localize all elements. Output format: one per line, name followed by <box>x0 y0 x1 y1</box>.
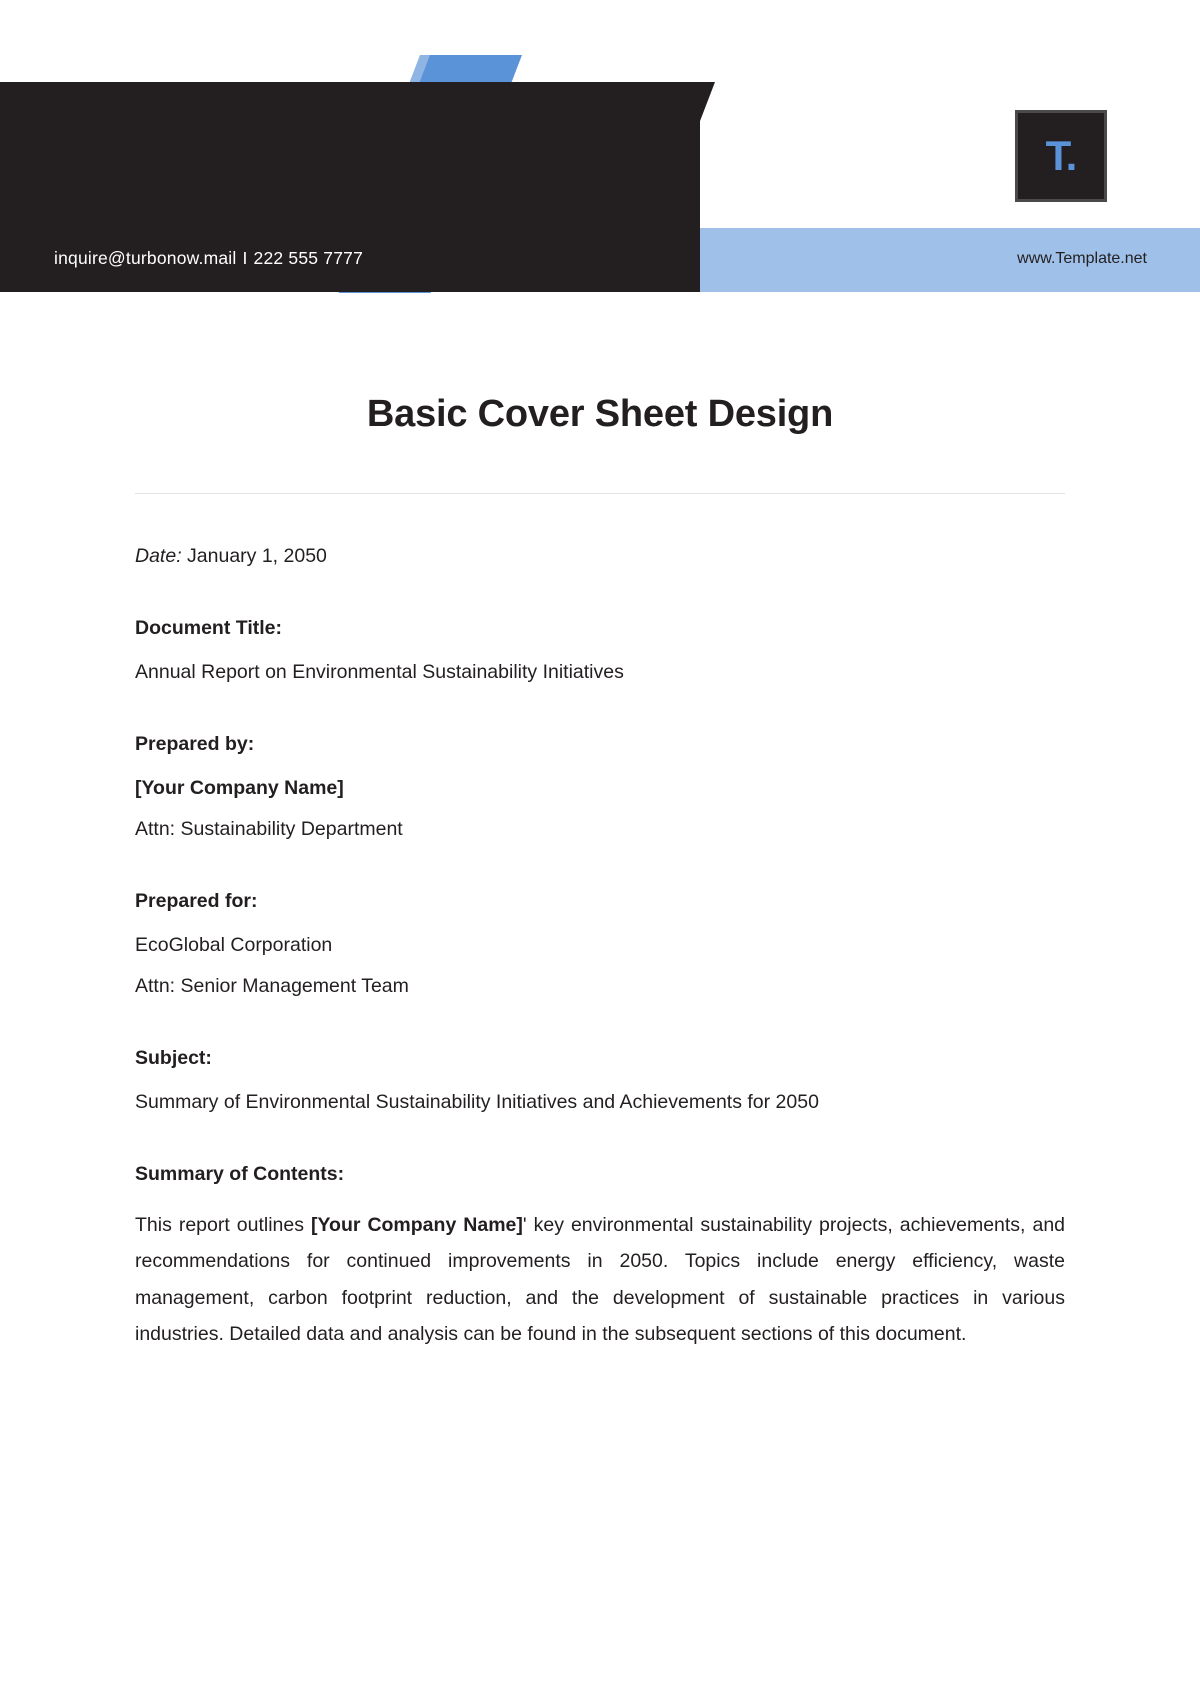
summary-company: [Your Company Name] <box>310 1214 523 1236</box>
header-phone: 222 555 7777 <box>253 248 363 268</box>
prepared-by-attn: Attn: Sustainability Department <box>135 818 403 840</box>
summary-text-part2: ' key environmental sustainability projects, achievements, and recommendations for continued improvements in 2050. Topics include energy efficiency, waste management, carbon footprint reduction, and the development of sustainable practices in various industries. Detailed data and analysis can be found in the subsequent sections of this document. <box>135 1214 1066 1345</box>
prepared-by-company: [Your Company Name] <box>135 777 344 799</box>
date-line <box>135 545 1065 568</box>
section-prepared-for <box>135 890 1065 998</box>
subject-label: Subject: <box>135 1047 212 1069</box>
prepared-by-label: Prepared by: <box>135 733 255 755</box>
date-value: January 1, 2050 <box>187 545 327 567</box>
header-contact-info <box>54 248 363 269</box>
document-body <box>0 393 1200 1352</box>
prepared-for-company: EcoGlobal Corporation <box>135 934 333 956</box>
subject-value: Summary of Environmental Sustainability Initiatives and Achievements for 2050 <box>135 1091 819 1113</box>
section-summary <box>135 1163 1065 1352</box>
section-prepared-by <box>135 733 1065 841</box>
header-email: inquire@turbonow.mail <box>54 248 237 268</box>
page-title: Basic Cover Sheet Design <box>366 393 834 435</box>
section-subject <box>135 1047 1065 1114</box>
title-divider <box>135 493 1065 494</box>
brand-logo <box>1015 110 1107 202</box>
header-website: www.Template.net <box>1017 250 1147 267</box>
document-title-label: Document Title: <box>135 617 282 639</box>
section-document-title <box>135 617 1065 684</box>
header-separator: I <box>242 248 248 268</box>
page-header-graphic <box>0 0 1200 295</box>
summary-paragraph <box>135 1207 1065 1352</box>
logo-letter-icon: T. <box>1045 132 1077 179</box>
prepared-for-label: Prepared for: <box>135 890 258 912</box>
summary-label: Summary of Contents: <box>135 1163 345 1185</box>
date-label: Date: <box>135 545 182 567</box>
document-title-value: Annual Report on Environmental Sustainability Initiatives <box>135 661 624 683</box>
summary-text-part1: This report outlines <box>135 1214 311 1236</box>
prepared-for-attn: Attn: Senior Management Team <box>135 975 409 997</box>
